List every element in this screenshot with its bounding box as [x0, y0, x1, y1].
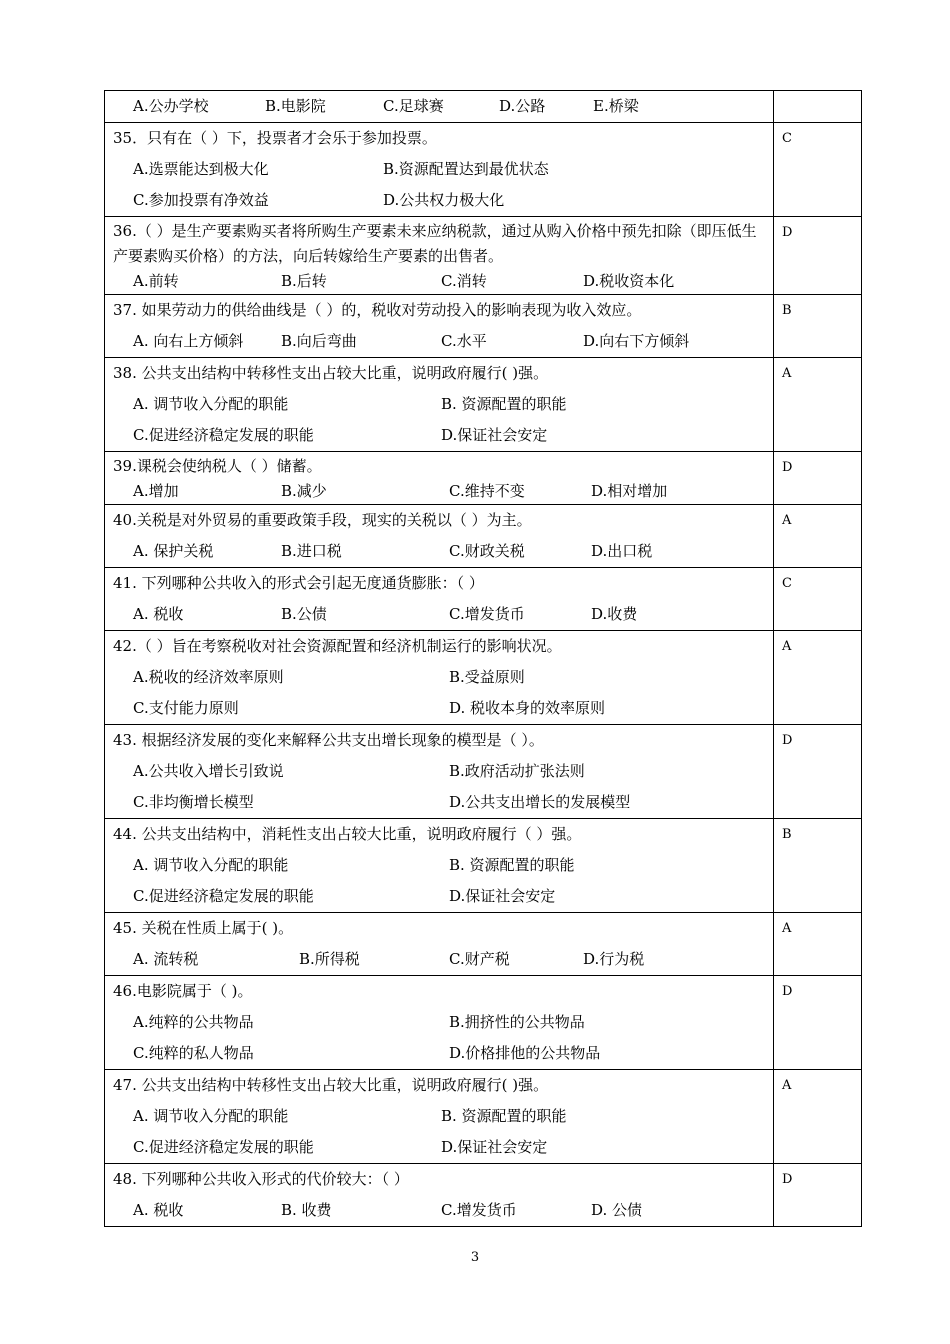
option-c: C.非均衡增长模型 [133, 793, 254, 811]
option-c: C.参加投票有净效益 [133, 191, 269, 209]
answer-cell [774, 358, 862, 452]
options-line [105, 420, 773, 451]
options-line [105, 787, 773, 818]
options-line [105, 756, 773, 787]
option-d: D.公路 [499, 97, 546, 115]
option-b: B.减少 [281, 482, 327, 500]
question-text: 35．只有在（ ）下，投票者才会乐于参加投票。 [113, 129, 437, 147]
option-a: A. 向右上方倾斜 [133, 332, 244, 350]
table-row [105, 91, 862, 123]
table-row [105, 631, 862, 725]
question-cell [105, 819, 774, 913]
option-a: A.前转 [133, 272, 179, 290]
question-text: 45. 关税在性质上属于( )。 [113, 919, 294, 937]
answer-cell [774, 1164, 862, 1227]
options-line [105, 944, 773, 975]
answer: A [782, 1078, 792, 1093]
answer-cell [774, 819, 862, 913]
option-d: D.行为税 [583, 950, 645, 968]
options-line [105, 693, 773, 724]
option-b: B.后转 [281, 272, 327, 290]
answer: B [782, 827, 792, 842]
question-text: 46.电影院属于（ )。 [113, 982, 253, 1000]
option-d: D.保证社会安定 [441, 426, 548, 444]
option-d: D.税收资本化 [583, 272, 675, 290]
answer-cell [774, 913, 862, 976]
option-c: C.财产税 [449, 950, 510, 968]
table-row [105, 819, 862, 913]
option-d: D.价格排他的公共物品 [449, 1044, 601, 1062]
option-e: E.桥梁 [593, 97, 639, 115]
answer: D [782, 733, 793, 748]
options-line [105, 185, 773, 216]
option-c: C.维持不变 [449, 482, 525, 500]
option-c: C.增发货币 [441, 1201, 517, 1219]
answer: A [782, 921, 792, 936]
option-d: D.相对增加 [591, 482, 668, 500]
option-c: C.促进经济稳定发展的职能 [133, 887, 314, 905]
options-line [105, 1038, 773, 1069]
option-a: A.公共收入增长引致说 [133, 762, 284, 780]
option-b: B.公债 [281, 605, 327, 623]
options-line [105, 1195, 773, 1226]
question-table [104, 90, 862, 1227]
question-text: 40.关税是对外贸易的重要政策手段，现实的关税以（ ）为主。 [113, 511, 532, 529]
question-text: 37. 如果劳动力的供给曲线是（ ）的，税收对劳动投入的影响表现为收入效应。 [113, 301, 642, 319]
option-b: B.资源配置达到最优状态 [383, 160, 549, 178]
option-a: A. 税收 [133, 1201, 184, 1219]
answer-cell [774, 976, 862, 1070]
table-row [105, 976, 862, 1070]
question-cell [105, 725, 774, 819]
answer: A [782, 639, 792, 654]
options-line [105, 1007, 773, 1038]
answer: C [782, 131, 792, 146]
question-cell [105, 452, 774, 505]
option-a: A.公办学校 [133, 97, 209, 115]
question-text: 42.（ ）旨在考察税收对社会资源配置和经济机制运行的影响状况。 [113, 637, 562, 655]
options-line [105, 881, 773, 912]
option-d: D.公共支出增长的发展模型 [449, 793, 631, 811]
question-cell [105, 1164, 774, 1227]
table-row [105, 358, 862, 452]
answer: A [782, 366, 792, 381]
question-cell [105, 631, 774, 725]
answer: D [782, 225, 793, 240]
question-text: 48. 下列哪种公共收入形式的代价较大：（ ） [113, 1170, 409, 1188]
question-cell [105, 1070, 774, 1164]
answer: D [782, 460, 793, 475]
option-a: A.纯粹的公共物品 [133, 1013, 254, 1031]
options-line [105, 91, 773, 122]
table-row [105, 505, 862, 568]
option-c: C.水平 [441, 332, 487, 350]
answer-cell [774, 452, 862, 505]
option-c: C.支付能力原则 [133, 699, 239, 717]
options-line [105, 389, 773, 420]
question-cell [105, 976, 774, 1070]
question-text: 39.课税会使纳税人（ ）储蓄。 [113, 457, 322, 475]
table-row [105, 123, 862, 217]
question-text: 43. 根据经济发展的变化来解释公共支出增长现象的模型是（ ）。 [113, 731, 544, 749]
option-d: D. 公债 [591, 1201, 643, 1219]
option-b: B. 资源配置的职能 [441, 395, 567, 413]
question-text: 36.（ ）是生产要素购买者将所购生产要素未来应纳税款，通过从购入价格中预先扣除（即压低生产要素购买价格）的方法，向后转嫁给生产要素的出售者。 [113, 222, 757, 265]
page-number: 3 [470, 1250, 480, 1265]
question-cell [105, 913, 774, 976]
option-a: A. 调节收入分配的职能 [133, 395, 289, 413]
option-b: B. 收费 [281, 1201, 332, 1219]
question-cell [105, 91, 774, 123]
table-row [105, 1164, 862, 1227]
option-a: A. 保护关税 [133, 542, 214, 560]
options-line [105, 1132, 773, 1163]
option-c: C.促进经济稳定发展的职能 [133, 1138, 314, 1156]
options-line [105, 662, 773, 693]
answer-cell [774, 123, 862, 217]
options-line [105, 326, 773, 357]
option-a: A.税收的经济效率原则 [133, 668, 284, 686]
option-b: B.拥挤性的公共物品 [449, 1013, 585, 1031]
option-d: D.保证社会安定 [441, 1138, 548, 1156]
option-a: A. 调节收入分配的职能 [133, 856, 289, 874]
option-d: D.公共权力极大化 [383, 191, 505, 209]
table-row [105, 913, 862, 976]
answer: B [782, 303, 792, 318]
options-line [105, 479, 773, 504]
options-line [105, 154, 773, 185]
option-b: B.政府活动扩张法则 [449, 762, 585, 780]
answer: C [782, 576, 792, 591]
question-cell [105, 295, 774, 358]
option-c: C.消转 [441, 272, 487, 290]
option-d: D.保证社会安定 [449, 887, 556, 905]
answer: D [782, 984, 793, 999]
question-cell [105, 568, 774, 631]
answer: A [782, 513, 792, 528]
option-a: A. 流转税 [133, 950, 199, 968]
option-a: A. 税收 [133, 605, 184, 623]
option-b: B.受益原则 [449, 668, 525, 686]
answer-cell [774, 295, 862, 358]
answer-cell [774, 217, 862, 295]
answer-cell [774, 91, 862, 123]
answer-cell [774, 568, 862, 631]
option-d: D.出口税 [591, 542, 653, 560]
option-d: D.收费 [591, 605, 638, 623]
option-c: C.财政关税 [449, 542, 525, 560]
option-c: C.促进经济稳定发展的职能 [133, 426, 314, 444]
option-b: B.所得税 [299, 950, 360, 968]
option-c: C.纯粹的私人物品 [133, 1044, 254, 1062]
table-row [105, 295, 862, 358]
question-cell [105, 358, 774, 452]
options-line [105, 1101, 773, 1132]
option-c: C.足球赛 [383, 97, 444, 115]
option-d: D. 税收本身的效率原则 [449, 699, 606, 717]
question-cell [105, 217, 774, 295]
options-line [105, 536, 773, 567]
question-text: 44. 公共支出结构中，消耗性支出占较大比重，说明政府履行（ ）强。 [113, 825, 582, 843]
question-cell [105, 123, 774, 217]
options-line [105, 599, 773, 630]
option-b: B.进口税 [281, 542, 342, 560]
table-row [105, 568, 862, 631]
option-c: C.增发货币 [449, 605, 525, 623]
option-b: B.向后弯曲 [281, 332, 357, 350]
answer-cell [774, 505, 862, 568]
options-line [105, 850, 773, 881]
question-table-container [104, 90, 861, 1227]
table-row [105, 1070, 862, 1164]
question-cell [105, 505, 774, 568]
option-a: A.选票能达到极大化 [133, 160, 269, 178]
option-d: D.向右下方倾斜 [583, 332, 690, 350]
option-b: B. 资源配置的职能 [441, 1107, 567, 1125]
options-line [105, 269, 773, 294]
answer: D [782, 1172, 793, 1187]
table-row [105, 452, 862, 505]
answer-cell [774, 1070, 862, 1164]
answer-cell [774, 631, 862, 725]
question-text: 47. 公共支出结构中转移性支出占较大比重，说明政府履行( )强。 [113, 1076, 549, 1094]
option-a: A. 调节收入分配的职能 [133, 1107, 289, 1125]
question-text: 41. 下列哪种公共收入的形式会引起无度通货膨胀：（ ） [113, 574, 484, 592]
question-text: 38. 公共支出结构中转移性支出占较大比重，说明政府履行( )强。 [113, 364, 549, 382]
answer-cell [774, 725, 862, 819]
option-b: B. 资源配置的职能 [449, 856, 575, 874]
option-a: A.增加 [133, 482, 179, 500]
table-row [105, 217, 862, 295]
table-row [105, 725, 862, 819]
option-b: B.电影院 [265, 97, 326, 115]
